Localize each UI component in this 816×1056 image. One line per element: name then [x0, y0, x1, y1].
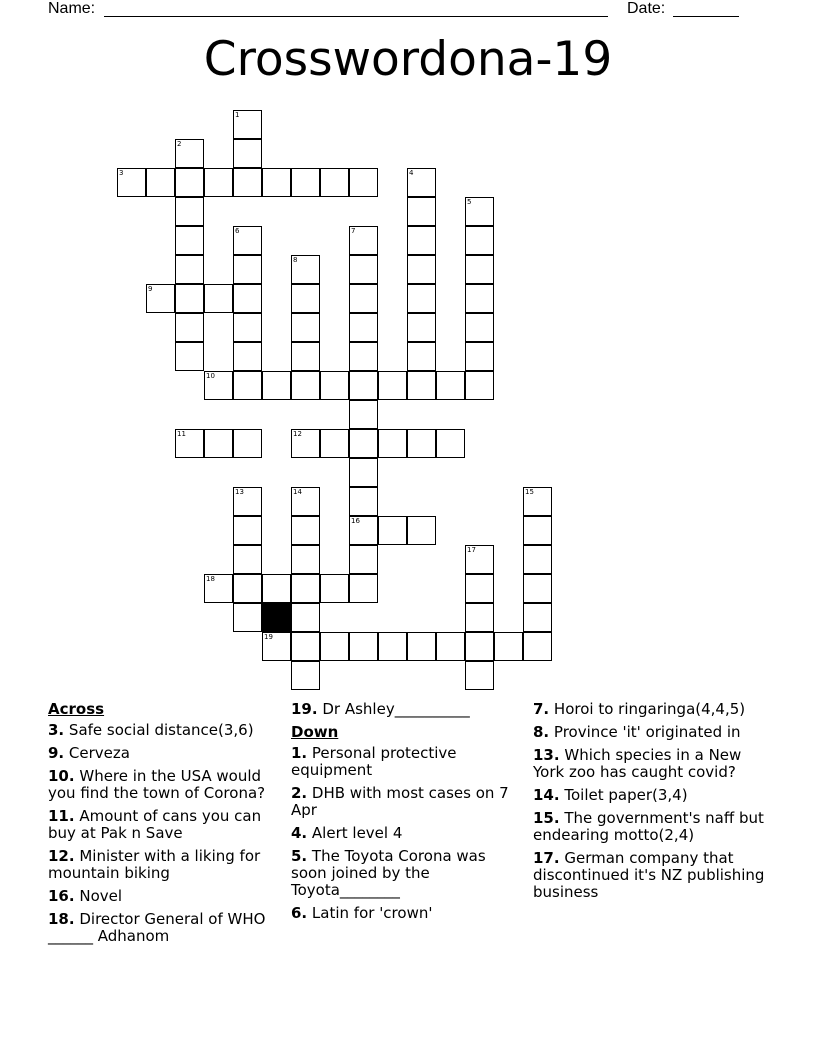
crossword-cell[interactable] [465, 255, 494, 284]
crossword-cell[interactable] [262, 168, 291, 197]
across-clue [48, 745, 280, 762]
crossword-cell[interactable] [204, 371, 233, 400]
across-clue [48, 911, 280, 945]
crossword-cell[interactable] [291, 632, 320, 661]
crossword-cell[interactable] [407, 197, 436, 226]
clue-text: Province 'it' originated in [553, 723, 741, 741]
clue-number: 19. [291, 700, 318, 718]
crossword-cell[interactable] [349, 226, 378, 255]
cell-number: 2 [177, 140, 182, 148]
crossword-cell[interactable] [407, 342, 436, 371]
clue-number: 8. [533, 723, 550, 741]
down-clue [533, 850, 768, 901]
cell-number: 12 [293, 430, 302, 438]
crossword-cell[interactable] [262, 632, 291, 661]
crossword-cell[interactable] [175, 139, 204, 168]
crossword-cell[interactable] [407, 371, 436, 400]
crossword-cell[interactable] [146, 168, 175, 197]
crossword-cell[interactable] [378, 429, 407, 458]
across-clue [291, 701, 516, 718]
crossword-cell[interactable] [465, 603, 494, 632]
crossword-cell[interactable] [349, 342, 378, 371]
crossword-cell[interactable] [175, 313, 204, 342]
crossword-cell[interactable] [291, 313, 320, 342]
down-clue [533, 810, 768, 844]
across-clue [48, 768, 280, 802]
cell-number: 16 [351, 517, 360, 525]
down-clue [291, 905, 516, 922]
crossword-cell[interactable] [291, 574, 320, 603]
down-heading: Down [291, 723, 339, 741]
crossword-cell[interactable] [320, 371, 349, 400]
across-clue [48, 808, 280, 842]
cell-number: 6 [235, 227, 240, 235]
clue-number: 17. [533, 849, 560, 867]
crossword-cell[interactable] [349, 429, 378, 458]
down-clue [291, 825, 516, 842]
crossword-cell[interactable] [465, 342, 494, 371]
clue-text: Which species in a New York zoo has caught covid? [533, 746, 742, 781]
clue-text: Cerveza [68, 744, 130, 762]
crossword-cell[interactable] [291, 661, 320, 690]
clue-number: 5. [291, 847, 308, 865]
clue-text: German company that discontinued it's NZ publishing business [533, 849, 765, 901]
clue-text: Novel [79, 887, 123, 905]
cell-number: 14 [293, 488, 302, 496]
crossword-cell[interactable] [523, 603, 552, 632]
crossword-cell[interactable] [291, 487, 320, 516]
clue-text: Toilet paper(3,4) [564, 786, 688, 804]
crossword-cell[interactable] [233, 313, 262, 342]
crossword-cell[interactable] [407, 313, 436, 342]
crossword-cell[interactable] [320, 632, 349, 661]
clue-text: DHB with most cases on 7 Apr [291, 784, 509, 819]
crossword-cell[interactable] [494, 632, 523, 661]
clue-number: 2. [291, 784, 308, 802]
crossword-cell[interactable] [291, 603, 320, 632]
crossword-cell[interactable] [465, 313, 494, 342]
crossword-cell[interactable] [465, 226, 494, 255]
cell-number: 8 [293, 256, 298, 264]
clue-text: Personal protective equipment [291, 744, 457, 779]
crossword-cell[interactable] [349, 400, 378, 429]
clue-number: 18. [48, 910, 75, 928]
clue-number: 9. [48, 744, 65, 762]
cell-number: 19 [264, 633, 273, 641]
crossword-cell[interactable] [349, 574, 378, 603]
cell-number: 3 [119, 169, 124, 177]
cell-number: 9 [148, 285, 153, 293]
clue-number: 3. [48, 721, 65, 739]
page-title: Crosswordona-19 [203, 32, 613, 87]
crossword-cell[interactable] [233, 603, 262, 632]
name-label: Name: [48, 0, 96, 17]
crossword-cell[interactable] [204, 284, 233, 313]
crossword-cell[interactable] [291, 429, 320, 458]
crossword-cell[interactable] [233, 139, 262, 168]
clue-text: Safe social distance(3,6) [68, 721, 254, 739]
clue-text: Director General of WHO ______ Adhanom [48, 910, 266, 945]
crossword-cell[interactable] [204, 574, 233, 603]
crossword-cell[interactable] [175, 226, 204, 255]
crossword-cell[interactable] [320, 168, 349, 197]
crossword-cell[interactable] [233, 574, 262, 603]
clue-text: Dr Ashley__________ [322, 700, 470, 718]
clue-number: 10. [48, 767, 75, 785]
crossword-cell[interactable] [436, 371, 465, 400]
crossword-cell[interactable] [204, 429, 233, 458]
across-clue [48, 722, 280, 739]
clue-text: Where in the USA would you find the town of Corona? [48, 767, 266, 802]
crossword-cell[interactable] [349, 487, 378, 516]
cell-number: 15 [525, 488, 534, 496]
crossword-cell[interactable] [523, 632, 552, 661]
crossword-cell[interactable] [349, 458, 378, 487]
crossword-cell[interactable] [465, 371, 494, 400]
crossword-cell[interactable] [407, 226, 436, 255]
crossword-cell[interactable] [465, 545, 494, 574]
clue-text: Horoi to ringaringa(4,4,5) [553, 700, 746, 718]
across-clue [48, 848, 280, 882]
across-clue [48, 888, 280, 905]
crossword-cell[interactable] [233, 429, 262, 458]
crossword-cell[interactable] [465, 661, 494, 690]
crossword-cell[interactable] [523, 545, 552, 574]
clue-number: 16. [48, 887, 75, 905]
crossword-cell[interactable] [523, 516, 552, 545]
clues-column-2 [291, 701, 516, 928]
crossword-cell[interactable] [349, 284, 378, 313]
clue-number: 6. [291, 904, 308, 922]
crossword-cell[interactable] [175, 197, 204, 226]
crossword-cell[interactable] [349, 255, 378, 284]
clue-text: Alert level 4 [311, 824, 403, 842]
crossword-cell[interactable] [436, 632, 465, 661]
down-clue [533, 701, 768, 718]
crossword-cell[interactable] [146, 284, 175, 313]
crossword-cell[interactable] [233, 110, 262, 139]
down-clue [291, 745, 516, 779]
cell-number: 18 [206, 575, 215, 583]
crossword-cell[interactable] [175, 284, 204, 313]
crossword-cell[interactable] [262, 371, 291, 400]
black-square [262, 603, 291, 632]
crossword-cell[interactable] [233, 168, 262, 197]
crossword-cell[interactable] [117, 168, 146, 197]
clue-text: Amount of cans you can buy at Pak n Save [48, 807, 262, 842]
clues-column-1 [48, 701, 280, 951]
clue-text: The government's naff but endearing motto(2,4) [533, 809, 764, 844]
clue-number: 7. [533, 700, 550, 718]
crossword-cell[interactable] [233, 487, 262, 516]
cell-number: 4 [409, 169, 414, 177]
crossword-cell[interactable] [291, 371, 320, 400]
clue-number: 1. [291, 744, 308, 762]
date-label: Date: [627, 0, 666, 17]
cell-number: 7 [351, 227, 356, 235]
crossword-cell[interactable] [291, 168, 320, 197]
across-heading: Across [48, 700, 105, 718]
down-clue [291, 785, 516, 819]
crossword-cell[interactable] [291, 545, 320, 574]
crossword-cell[interactable] [407, 284, 436, 313]
crossword-cell[interactable] [349, 545, 378, 574]
crossword-cell[interactable] [378, 516, 407, 545]
clue-text: Minister with a liking for mountain biking [48, 847, 261, 882]
crossword-cell[interactable] [465, 574, 494, 603]
crossword-cell[interactable] [436, 429, 465, 458]
crossword-cell[interactable] [465, 632, 494, 661]
cell-number: 10 [206, 372, 215, 380]
clue-text: The Toyota Corona was soon joined by the Toyota________ [291, 847, 486, 899]
crossword-cell[interactable] [465, 284, 494, 313]
clue-number: 14. [533, 786, 560, 804]
clue-number: 4. [291, 824, 308, 842]
cell-number: 17 [467, 546, 476, 554]
crossword-cell[interactable] [175, 429, 204, 458]
crossword-cell[interactable] [204, 168, 233, 197]
crossword-cell[interactable] [233, 226, 262, 255]
cell-number: 13 [235, 488, 244, 496]
crossword-cell[interactable] [349, 168, 378, 197]
crossword-cell[interactable] [378, 632, 407, 661]
crossword-cell[interactable] [291, 284, 320, 313]
crossword-cell[interactable] [233, 284, 262, 313]
crossword-cell[interactable] [407, 516, 436, 545]
crossword-cell[interactable] [291, 342, 320, 371]
cell-number: 11 [177, 430, 186, 438]
crossword-cell[interactable] [233, 545, 262, 574]
crossword-cell[interactable] [291, 516, 320, 545]
crossword-cell[interactable] [407, 632, 436, 661]
crossword-cell[interactable] [523, 487, 552, 516]
crossword-cell[interactable] [233, 371, 262, 400]
crossword-cell[interactable] [407, 429, 436, 458]
clues-column-3 [533, 701, 768, 907]
crossword-cell[interactable] [320, 574, 349, 603]
cell-number: 1 [235, 111, 240, 119]
crossword-cell[interactable] [233, 516, 262, 545]
crossword-cell[interactable] [291, 255, 320, 284]
crossword-cell[interactable] [465, 197, 494, 226]
clue-number: 13. [533, 746, 560, 764]
clue-number: 15. [533, 809, 560, 827]
crossword-cell[interactable] [233, 255, 262, 284]
crossword-cell[interactable] [349, 313, 378, 342]
crossword-cell[interactable] [262, 574, 291, 603]
down-clue [291, 848, 516, 899]
clue-text: Latin for 'crown' [311, 904, 433, 922]
crossword-cell[interactable] [407, 168, 436, 197]
crossword-cell[interactable] [175, 342, 204, 371]
clue-number: 11. [48, 807, 75, 825]
clue-number: 12. [48, 847, 75, 865]
crossword-cell[interactable] [349, 516, 378, 545]
down-clue [533, 747, 768, 781]
crossword-cell[interactable] [320, 429, 349, 458]
crossword-cell[interactable] [175, 255, 204, 284]
crossword-cell[interactable] [407, 255, 436, 284]
crossword-cell[interactable] [175, 168, 204, 197]
crossword-cell[interactable] [378, 371, 407, 400]
crossword-cell[interactable] [349, 371, 378, 400]
crossword-cell[interactable] [233, 342, 262, 371]
down-clue [533, 787, 768, 804]
crossword-cell[interactable] [349, 632, 378, 661]
down-clue [533, 724, 768, 741]
crossword-cell[interactable] [523, 574, 552, 603]
cell-number: 5 [467, 198, 472, 206]
